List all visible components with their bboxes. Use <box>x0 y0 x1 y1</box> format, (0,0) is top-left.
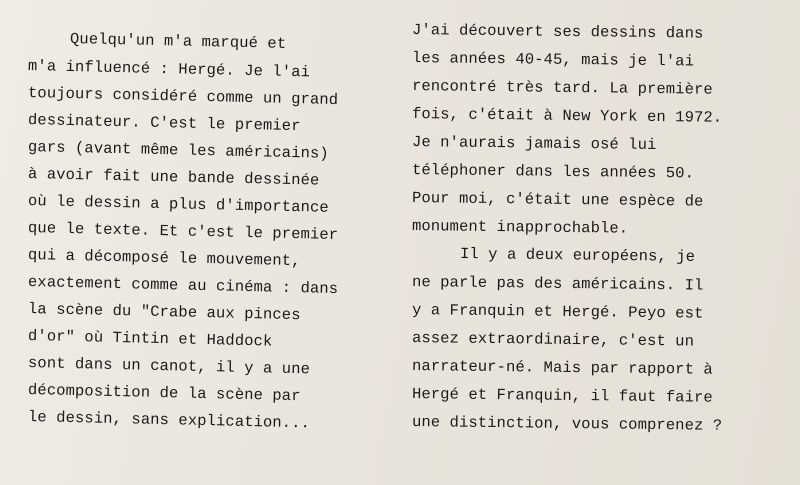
right-line-13: narrateur-né. Mais par rapport à <box>411 357 713 379</box>
left-line-2: m'a influencé : Hergé. Je l'ai <box>27 57 311 82</box>
right-line-1: J'ai découvert ses dessins dans <box>411 21 704 43</box>
left-line-5: gars (avant même les américains) <box>27 138 329 163</box>
left-line-6: à avoir fait une bande dessinée <box>27 165 320 190</box>
left-line-12: d'or" où Tintin et Haddock <box>27 327 273 351</box>
right-line-5: Je n'aurais jamais osé lui <box>411 133 657 154</box>
left-line-11: la scène du "Crabe aux pinces <box>27 300 301 325</box>
left-line-7: où le dessin a plus d'importance <box>27 192 329 217</box>
left-line-1: Quelqu'un m'a marqué et <box>69 30 287 53</box>
right-line-9: Il y a deux européens, je <box>459 245 696 266</box>
left-line-15: le dessin, sans explication... <box>27 408 311 433</box>
right-line-6: téléphoner dans les années 50. <box>411 161 695 183</box>
left-line-13: sont dans un canot, il y a une <box>27 354 311 379</box>
left-line-14: décomposition de la scène par <box>27 381 301 406</box>
right-line-12: assez extraordinaire, c'est un <box>411 329 695 351</box>
left-line-8: que le texte. Et c'est le premier <box>27 219 339 245</box>
left-line-4: dessinateur. C'est le premier <box>27 111 301 136</box>
right-line-10: ne parle pas des américains. Il <box>411 273 704 295</box>
right-line-2: les années 40-45, mais je l'ai <box>411 49 695 71</box>
right-line-11: y a Franquin et Hergé. Peyo est <box>411 301 704 323</box>
right-line-8: monument inapprochable. <box>411 217 629 238</box>
left-line-9: qui a décomposé le mouvement, <box>27 246 301 271</box>
left-line-3: toujours considéré comme un grand <box>27 84 339 110</box>
right-line-14: Hergé et Franquin, il faut faire <box>411 385 713 407</box>
right-line-7: Pour moi, c'était une espèce de <box>411 189 704 211</box>
right-line-3: rencontré très tard. La première <box>411 77 713 99</box>
right-line-15: une distinction, vous comprenez ? <box>411 413 723 435</box>
right-line-4: fois, c'était à New York en 1972. <box>411 105 723 127</box>
left-line-10: exactement comme au cinéma : dans <box>27 273 339 299</box>
